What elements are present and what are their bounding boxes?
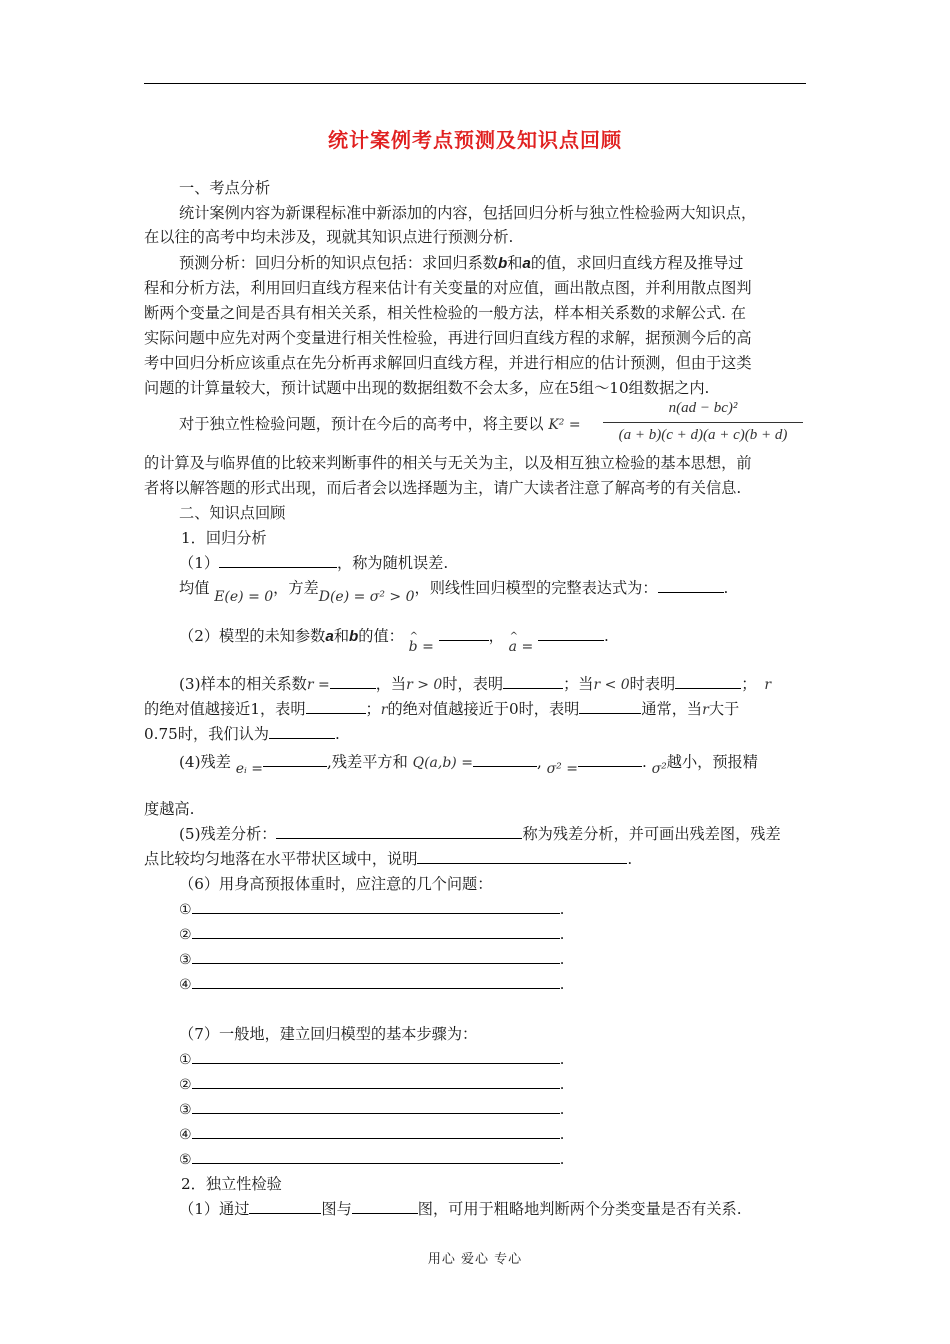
answer-blank[interactable]: [473, 752, 537, 767]
answer-blank[interactable]: [306, 699, 366, 714]
question-7: （7）一般地，建立回归模型的基本步骤为：: [179, 1025, 478, 1043]
list-item: ③ .: [179, 1100, 565, 1118]
k2-fraction: [603, 400, 803, 448]
q-formula: Q(a,b) =: [412, 755, 473, 771]
answer-blank[interactable]: [417, 849, 627, 864]
question-3-cont: 0.75时，我们认为 .: [144, 725, 340, 743]
list-item: ⑤ .: [179, 1150, 565, 1168]
paragraph-line: 预测分析：回归分析的知识点包括：求回归系数b和a的值，求回归直线方程及推导过: [179, 254, 744, 272]
question-3: (3)样本的相关系数r = ，当r > 0时，表明 ；当r < 0时表明 ； r: [179, 675, 772, 693]
answer-blank[interactable]: [675, 674, 741, 689]
variance-formula: D(e) = σ² > 0: [318, 589, 415, 605]
question-1: （1） ，称为随机误差.: [179, 554, 449, 572]
list-item: ① .: [179, 900, 565, 918]
answer-blank[interactable]: [192, 899, 560, 914]
b-hat-formula: ^ b =: [409, 637, 434, 657]
sigma-formula: σ² =: [546, 761, 578, 777]
paragraph-line: 考中回归分析应该重点在先分析再求解回归直线方程，并进行相应的估计预测，但由于这类: [144, 354, 752, 372]
var-a: a: [522, 255, 531, 272]
paragraph-line: 问题的计算量较大，预计试题中出现的数据组数不会太多，应在5组～10组数据之内.: [144, 379, 710, 397]
answer-blank[interactable]: [249, 1199, 321, 1214]
k2-symbol: K² =: [548, 417, 581, 433]
subsection-heading: 1．回归分析: [181, 529, 267, 547]
sigma-symbol: σ²: [651, 761, 667, 777]
question-6: （6）用身高预报体重时，应注意的几个问题：: [179, 875, 493, 893]
paragraph-line: 在以往的高考中均未涉及，现就其知识点进行预测分析.: [144, 228, 514, 246]
list-item: ④ .: [179, 975, 565, 993]
answer-blank[interactable]: [192, 1074, 560, 1089]
answer-blank[interactable]: [579, 699, 641, 714]
question-2: （2）模型的未知参数a和b的值： ^ b = ， ^ a = .: [144, 626, 841, 647]
fraction-bar: [603, 422, 803, 423]
var-b: b: [497, 255, 508, 272]
list-item: ② .: [179, 1075, 565, 1093]
subsection-heading: 2．独立性检验: [181, 1175, 282, 1193]
section-heading-1: 一、考点分析: [179, 179, 271, 197]
question-5-cont: 点比较均匀地落在水平带状区域中，说明 .: [144, 850, 633, 868]
list-item: ③ .: [179, 950, 565, 968]
answer-blank[interactable]: [192, 924, 560, 939]
answer-blank[interactable]: [276, 824, 522, 839]
answer-blank[interactable]: [503, 674, 563, 689]
answer-blank[interactable]: [352, 1199, 418, 1214]
answer-blank[interactable]: [538, 626, 604, 641]
list-item: ① .: [179, 1050, 565, 1068]
paragraph-line: 统计案例内容为新课程标准中新添加的内容，包括回归分析与独立性检验两大知识点，: [179, 204, 757, 222]
mean-formula: E(e) = 0: [214, 589, 274, 605]
paragraph-line: 者将以解答题的形式出现，而后者会以选择题为主，请广大读者注意了解高考的有关信息.: [144, 479, 742, 497]
answer-blank[interactable]: [658, 578, 724, 593]
page-title: 统计案例考点预测及知识点回顾: [328, 128, 622, 152]
paragraph-line: 的计算及与临界值的比较来判断事件的相关与无关为主，以及相互独立检验的基本思想，前: [144, 454, 752, 472]
answer-blank[interactable]: [192, 974, 560, 989]
k2-denominator: (a + b)(c + d)(a + c)(b + d): [618, 427, 788, 443]
answer-blank[interactable]: [219, 553, 337, 568]
question-4-cont: 度越高.: [144, 800, 195, 818]
paragraph-line: 程和分析方法，利用回归直线方程来估计有关变量的对应值，画出散点图，并利用散点图判: [144, 279, 752, 297]
answer-blank[interactable]: [269, 724, 335, 739]
answer-blank[interactable]: [330, 674, 376, 689]
answer-blank[interactable]: [578, 752, 642, 767]
question-4: (4)残差 eᵢ = ,残差平方和 Q(a,b) = , σ² = . σ²越小，预报精: [179, 753, 758, 777]
k2-numerator: n(ad − bc)²: [668, 400, 738, 416]
residual-formula: eᵢ =: [235, 761, 264, 777]
paragraph-line: 对于独立性检验问题，预计在今后的高考中，将主要以 K² =: [179, 415, 581, 433]
question-1b: 均值 E(e) = 0，方差D(e) = σ² > 0，则线性回归模型的完整表达式为： .: [179, 579, 729, 605]
list-item: ② .: [179, 925, 565, 943]
answer-blank[interactable]: [192, 949, 560, 964]
question-3-cont: 的绝对值越接近1，表明 ；r的绝对值越接近于0时，表明 通常，当r大于: [144, 700, 740, 718]
header-rule: [144, 83, 806, 84]
page-footer: 用心 爱心 专心: [427, 1252, 523, 1267]
paragraph-line: 实际问题中应先对两个变量进行相关性检验，再进行回归直线方程的求解，据预测今后的高: [144, 329, 752, 347]
answer-blank[interactable]: [192, 1124, 560, 1139]
answer-blank[interactable]: [192, 1049, 560, 1064]
a-hat-formula: ^ a =: [509, 637, 534, 657]
section-heading-2: 二、知识点回顾: [179, 504, 286, 522]
question-5: (5)残差分析： 称为残差分析，并可画出残差图，残差: [179, 825, 781, 843]
answer-blank[interactable]: [439, 626, 489, 641]
paragraph-line: 断两个变量之间是否具有相关关系，相关性检验的一般方法，样本相关系数的求解公式. 在: [144, 304, 746, 322]
list-item: ④ .: [179, 1125, 565, 1143]
answer-blank[interactable]: [263, 752, 327, 767]
answer-blank[interactable]: [192, 1099, 560, 1114]
answer-blank[interactable]: [192, 1149, 560, 1164]
question-8: （1）通过 图与 图，可用于粗略地判断两个分类变量是否有关系.: [179, 1200, 742, 1218]
